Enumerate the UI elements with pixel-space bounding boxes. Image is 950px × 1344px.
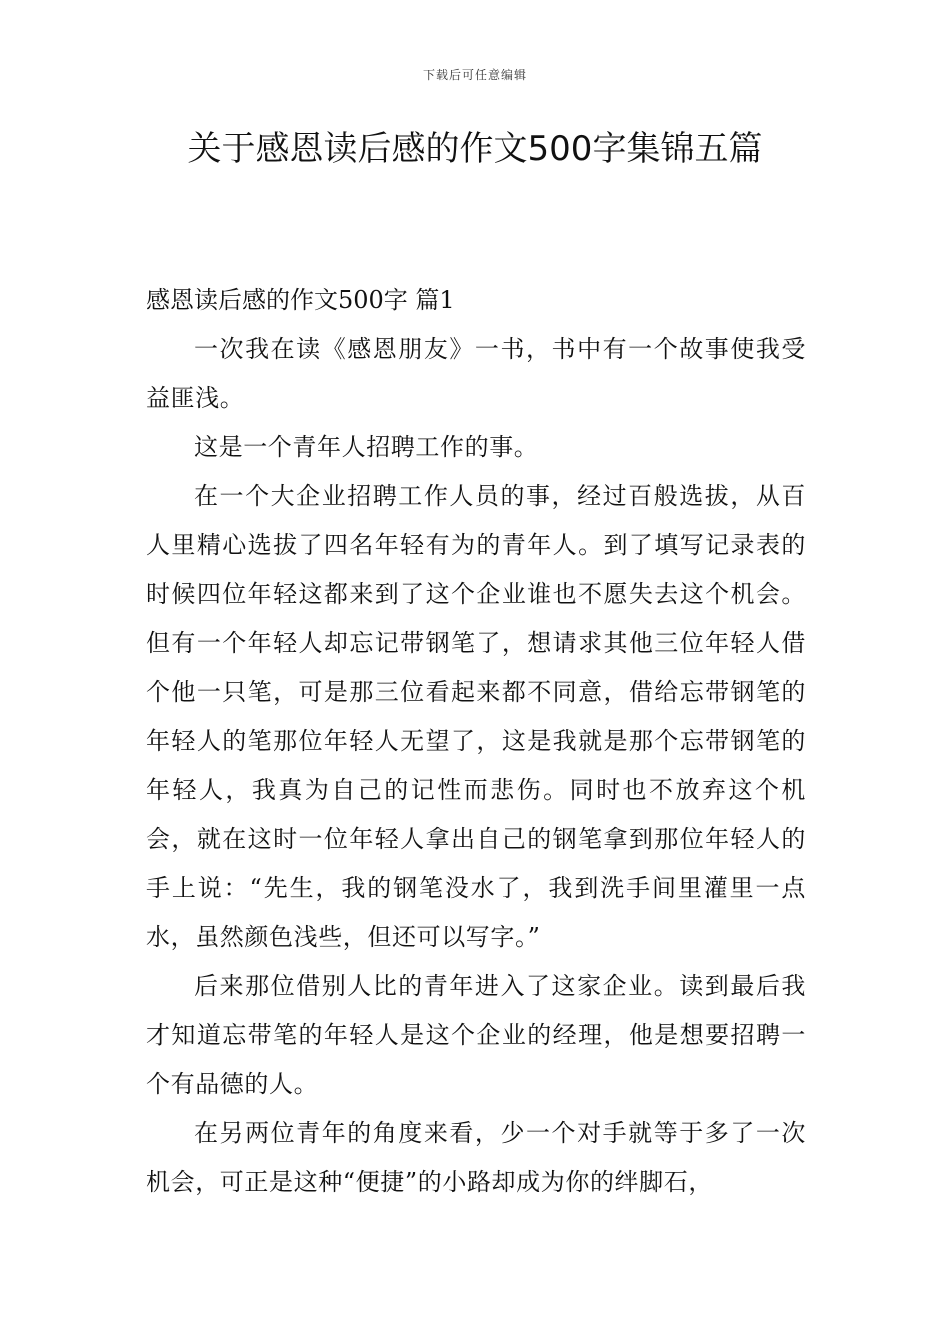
document-title: 关于感恩读后感的作文500字集锦五篇 [187, 129, 763, 169]
paragraph: 这是一个青年人招聘工作的事。 [194, 433, 539, 461]
paragraph: 在一个大企业招聘工作人员的事，经过百般选拔，从百人里精心选拔了四名年轻有为的青年人。到了填写记录表的时候四位年轻这都来到了这个企业谁也不愿失去这个机会。但有一个年轻人却忘记带钢笔了，想请求其他三位年轻人借个他一只笔，可是那三位看起来都不同意，借给忘带钢笔的年轻人的笔那位年轻人无望了，这是我就是那个忘带钢笔的年轻人，我真为自己的记性而悲伤。同时也不放弃这个机会，就在这时一位年轻人拿出自己的钢笔拿到那位年轻人的手上说：“先生，我的钢笔没水了，我到洗手间里灌里一点水，虽然颜色浅些，但还可以写字。” [146, 482, 806, 951]
paragraph: 在另两位青年的角度来看，少一个对手就等于多了一次机会，可正是这种“便捷”的小路却成为你的绊脚石， [146, 1119, 806, 1196]
section-heading: 感恩读后感的作文500字 篇1 [146, 286, 455, 314]
paragraph: 后来那位借别人比的青年进入了这家企业。读到最后我才知道忘带笔的年轻人是这个企业的经理，他是想要招聘一个有品德的人。 [146, 972, 806, 1098]
header-note: 下载后可任意编辑 [422, 68, 527, 82]
document-body [146, 276, 806, 1207]
paragraph: 一次我在读《感恩朋友》一书，书中有一个故事使我受益匪浅。 [146, 335, 806, 412]
